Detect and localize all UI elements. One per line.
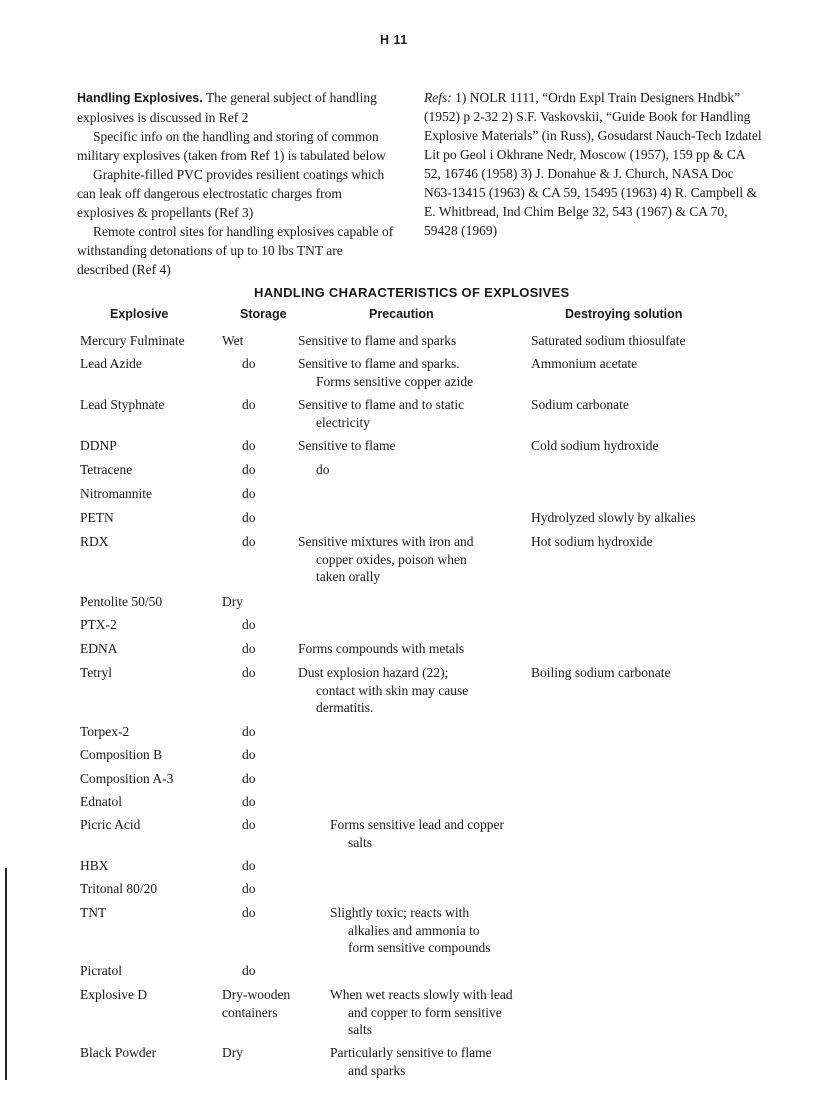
precaution-line: Forms sensitive copper azide	[316, 373, 474, 389]
cell-storage: do	[242, 438, 256, 453]
cell-explosive: HBX	[80, 858, 109, 873]
cell-precaution	[298, 640, 464, 658]
cell-storage: do	[242, 858, 256, 873]
cell-explosive: Picric Acid	[80, 817, 141, 832]
intro-paragraph-1	[77, 88, 397, 127]
refs-text: 1) NOLR 1111, “Ordn Expl Train Designers Hndbk” (1952) p 2-32 2) S.F. Vaskovskii, “Guide Book for Handling Explosive Materials” (in Russ), Gosudarst Nauch-Tech Izdatel Lit po Geol i Okhrane Nedr, Moscow (1957), 159 pp & CA 52, 16746 (1958) 3) J. Donahue & J. Church, NASA Doc N63-13415 (1963) & CA 59, 15495 (1963) 4) R. Campbell & E. Whitbread, Ind Chim Belge 32, 543 (1967) & CA 70, 59428 (1969)	[424, 90, 762, 238]
cell-precaution	[330, 816, 504, 851]
header-storage: Storage	[240, 307, 287, 321]
cell-explosive: Tetracene	[80, 462, 133, 477]
page-number: H 11	[380, 33, 408, 47]
intro-paragraph-4: Remote control sites for handling explosives capable of withstanding detonations of up to 10 lbs TNT are described (Ref 4)	[77, 224, 394, 277]
intro-paragraph-3: Graphite-filled PVC provides resilient coatings which can leak off dangerous electrostatic charges from explosives & propellants (Ref 3)	[77, 167, 385, 220]
cell-explosive: PTX-2	[80, 617, 117, 632]
cell-storage: do	[242, 534, 256, 549]
cell-destroying-solution: Saturated sodium thiosulfate	[531, 333, 686, 348]
cell-storage: do	[242, 963, 256, 978]
cell-explosive: Lead Azide	[80, 356, 142, 371]
cell-storage: do	[242, 665, 256, 680]
precaution-line: contact with skin may cause	[316, 682, 469, 698]
cell-explosive: EDNA	[80, 641, 118, 656]
cell-explosive: Pentolite 50/50	[80, 594, 163, 609]
cell-precaution	[298, 664, 468, 717]
precaution-line: Forms compounds with metals	[298, 641, 465, 656]
cell-explosive: Tetryl	[80, 665, 113, 680]
cell-storage: do	[242, 510, 256, 525]
cell-storage: do	[242, 905, 256, 920]
precaution-line: and copper to form sensitive	[348, 1004, 502, 1020]
table-title: HANDLING CHARACTERISTICS OF EXPLOSIVES	[254, 285, 570, 300]
intro-p1-text: The general subject of handling explosives is discussed in Ref 2	[77, 90, 377, 125]
precaution-line: When wet reacts slowly with lead	[330, 987, 513, 1002]
cell-explosive: RDX	[80, 534, 109, 549]
precaution-line: alkalies and ammonia to	[348, 922, 480, 938]
cell-storage: do	[242, 641, 256, 656]
cell-explosive: Black Powder	[80, 1045, 157, 1060]
cell-destroying-solution: Hot sodium hydroxide	[531, 534, 653, 549]
cell-explosive: Nitromannite	[80, 486, 152, 501]
cell-explosive: Composition A-3	[80, 771, 174, 786]
cell-storage: do	[242, 881, 256, 896]
refs-label: Refs:	[424, 90, 452, 105]
cell-storage: do	[242, 397, 256, 412]
section-heading: Handling Explosives.	[77, 91, 203, 105]
references	[424, 88, 764, 240]
precaution-line: taken orally	[316, 569, 381, 584]
cell-explosive: Composition B	[80, 747, 163, 762]
precaution-line: copper oxides, poison when	[316, 551, 467, 567]
margin-line	[5, 868, 7, 1080]
cell-explosive: Ednatol	[80, 794, 122, 809]
cell-storage: do	[242, 817, 256, 832]
precaution-line: dermatitis.	[316, 700, 374, 715]
cell-storage: do	[242, 747, 256, 762]
precaution-line: salts	[348, 1022, 373, 1037]
precaution-line: Forms sensitive lead and copper	[330, 817, 504, 832]
cell-destroying-solution: Hydrolyzed slowly by alkalies	[531, 510, 696, 525]
cell-storage: Dry	[222, 1045, 243, 1060]
cell-storage: do	[242, 356, 256, 371]
cell-storage: Dry	[222, 594, 243, 609]
cell-destroying-solution: Sodium carbonate	[531, 397, 629, 412]
precaution-line: Sensitive to flame	[298, 438, 396, 453]
precaution-line: and sparks	[348, 1062, 406, 1078]
cell-precaution	[330, 904, 490, 957]
cell-explosive: TNT	[80, 905, 107, 920]
precaution-line: Sensitive to flame and to static	[298, 397, 465, 412]
cell-precaution	[330, 986, 513, 1039]
cell-storage: do	[242, 617, 256, 632]
header-explosive: Explosive	[110, 307, 169, 321]
cell-precaution	[298, 533, 473, 586]
precaution-line: Particularly sensitive to flame	[330, 1045, 492, 1060]
cell-precaution	[298, 332, 456, 350]
cell-precaution	[298, 396, 464, 431]
cell-explosive: Tritonal 80/20	[80, 881, 158, 896]
cell-storage: do	[242, 794, 256, 809]
precaution-line: Slightly toxic; reacts with	[330, 905, 470, 920]
precaution-line: electricity	[316, 414, 370, 430]
header-precaution: Precaution	[369, 307, 434, 321]
cell-precaution	[298, 437, 395, 455]
cell-precaution	[298, 355, 473, 390]
cell-explosive: Explosive D	[80, 987, 148, 1002]
cell-explosive: Mercury Fulminate	[80, 333, 185, 348]
cell-storage: do	[242, 462, 256, 477]
cell-destroying-solution: Ammonium acetate	[531, 356, 638, 371]
precaution-line: Sensitive mixtures with iron and	[298, 534, 474, 549]
precaution-line: Sensitive to flame and sparks	[298, 333, 457, 348]
precaution-line: Dust explosion hazard (22);	[298, 665, 449, 680]
cell-explosive: DDNP	[80, 438, 117, 453]
cell-precaution	[298, 461, 330, 479]
precaution-line: Sensitive to flame and sparks.	[298, 356, 460, 371]
cell-explosive: Lead Styphnate	[80, 397, 165, 412]
precaution-line: salts	[348, 834, 373, 850]
precaution-line: form sensitive compounds	[348, 940, 491, 955]
cell-storage: Wet	[222, 333, 244, 348]
cell-storage: do	[242, 486, 256, 501]
cell-storage: do	[242, 724, 256, 739]
header-destroying-solution: Destroying solution	[565, 307, 683, 321]
intro-text	[77, 88, 397, 279]
cell-explosive: PETN	[80, 510, 114, 525]
cell-destroying-solution: Boiling sodium carbonate	[531, 665, 671, 680]
cell-destroying-solution: Cold sodium hydroxide	[531, 438, 659, 453]
precaution-line: do	[316, 462, 330, 477]
cell-precaution	[330, 1044, 492, 1079]
cell-storage: Dry-wooden containers	[222, 987, 291, 1020]
intro-paragraph-2: Specific info on the handling and storing of common military explosives (taken from Ref 1) is tabulated below	[77, 129, 386, 163]
cell-explosive: Torpex-2	[80, 724, 130, 739]
cell-storage: do	[242, 771, 256, 786]
cell-explosive: Picratol	[80, 963, 122, 978]
